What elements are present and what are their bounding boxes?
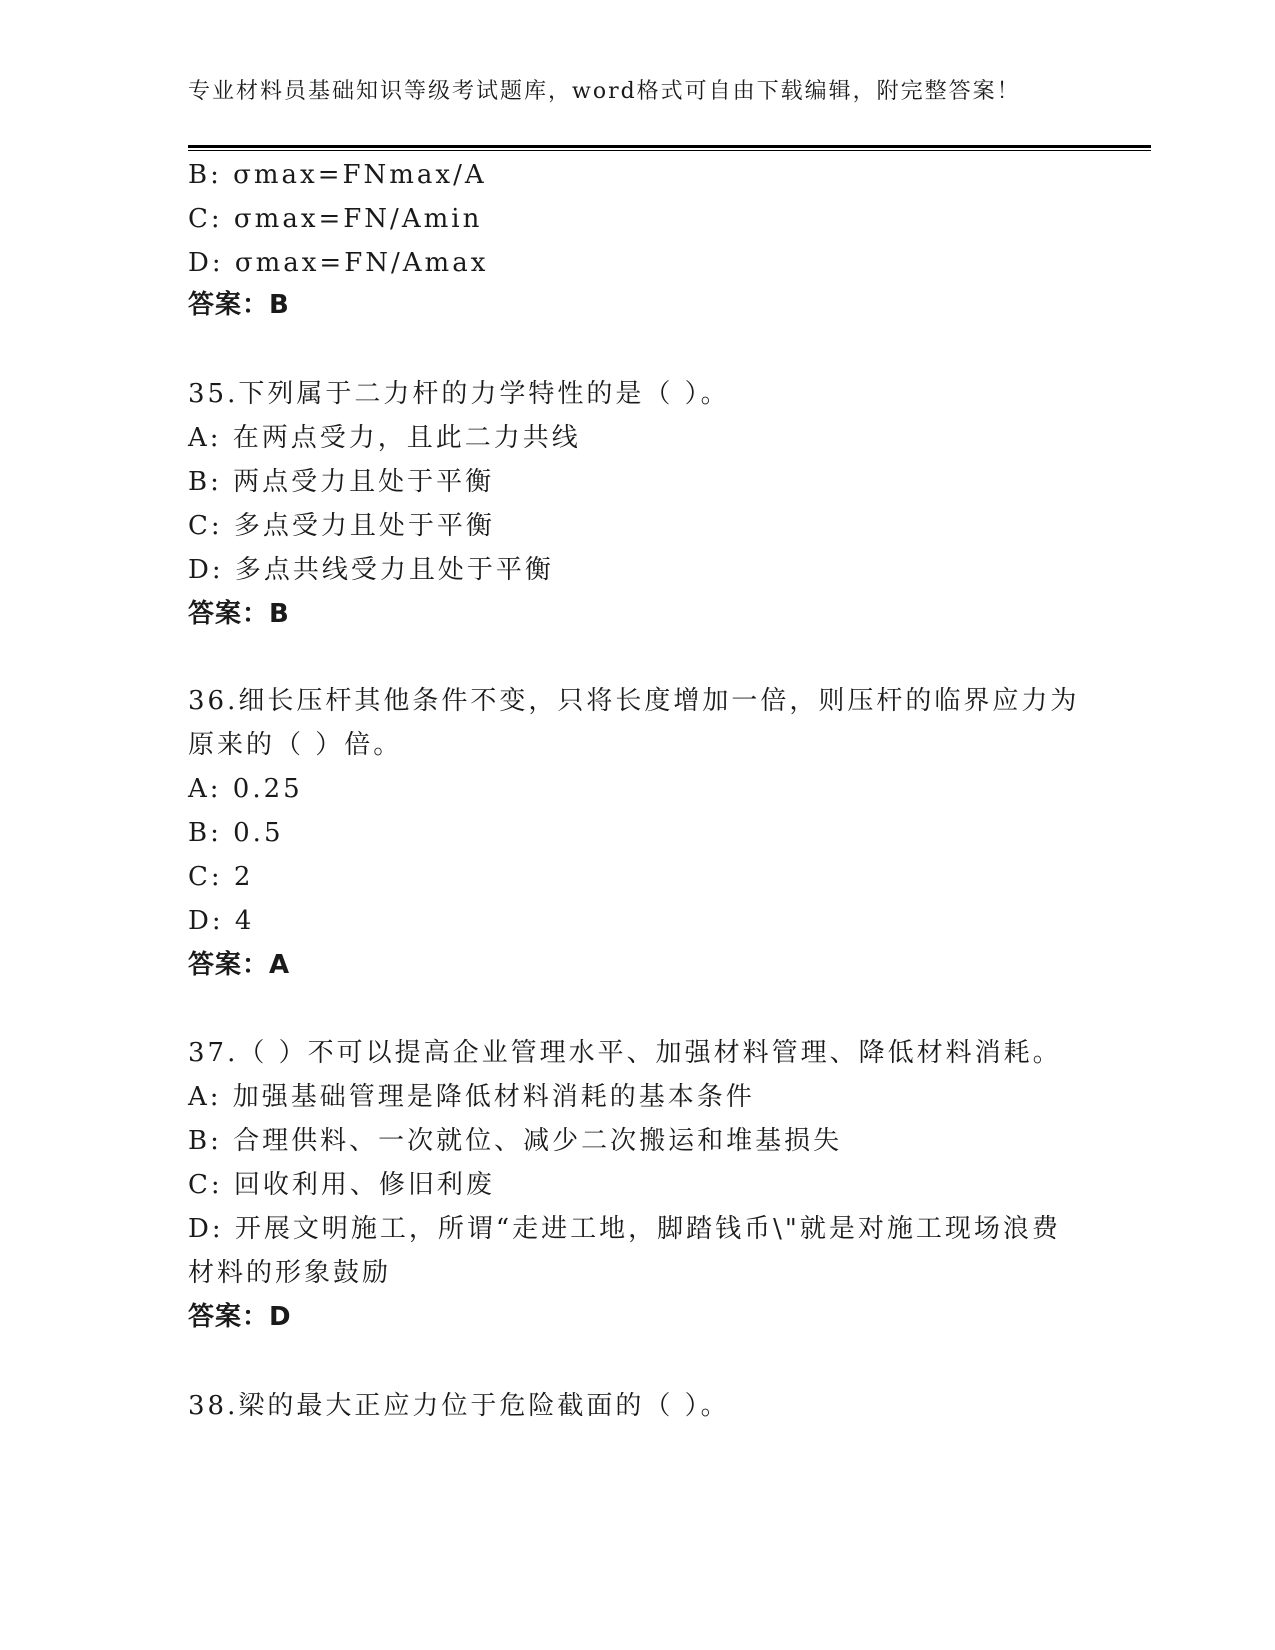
q38-stem: 38.梁的最大正应力位于危险截面的（ ）。	[188, 1391, 730, 1421]
q34-answer: 答案：B	[188, 290, 290, 320]
q36-stem-line1: 36.细长压杆其他条件不变，只将长度增加一倍，则压杆的临界应力为	[188, 686, 1080, 716]
q37-option-d-continued: 材料的形象鼓励	[188, 1258, 392, 1288]
q35-answer: 答案：B	[188, 599, 290, 629]
q35-option-b: B: 两点受力且处于平衡	[188, 467, 495, 497]
q35-option-a: A: 在两点受力，且此二力共线	[188, 423, 581, 453]
page-header: 专业材料员基础知识等级考试题库，word格式可自由下载编辑，附完整答案！	[188, 79, 1021, 104]
q37-option-a: A: 加强基础管理是降低材料消耗的基本条件	[188, 1082, 755, 1112]
q37-option-b: B: 合理供料、一次就位、减少二次搬运和堆基损失	[188, 1126, 843, 1156]
q36-option-c: C: 2	[188, 862, 254, 892]
q35-option-c: C: 多点受力且处于平衡	[188, 511, 495, 541]
q37-option-d: D: 开展文明施工，所谓“走进工地，脚踏钱币\"就是对施工现场浪费	[188, 1214, 1061, 1244]
q37-option-c: C: 回收利用、修旧利废	[188, 1170, 495, 1200]
q35-option-d: D: 多点共线受力且处于平衡	[188, 555, 554, 585]
q35-stem: 35.下列属于二力杆的力学特性的是（ ）。	[188, 379, 730, 409]
q34-option-d: D: σmax=FN/Amax	[188, 248, 489, 278]
q36-stem-line2: 原来的（ ）倍。	[188, 730, 403, 760]
q34-option-c: C: σmax=FN/Amin	[188, 204, 483, 234]
header-rule-thin	[188, 150, 1151, 151]
q37-answer: 答案：D	[188, 1302, 292, 1332]
q36-option-a: A: 0.25	[188, 774, 303, 804]
q36-answer: 答案：A	[188, 950, 291, 980]
q36-option-b: B: 0.5	[188, 818, 284, 848]
q37-stem: 37.（ ）不可以提高企业管理水平、加强材料管理、降低材料消耗。	[188, 1038, 1062, 1068]
header-rule-thick	[188, 145, 1151, 148]
q36-option-d: D: 4	[188, 906, 255, 936]
q34-option-b: B: σmax=FNmax/A	[188, 160, 487, 190]
